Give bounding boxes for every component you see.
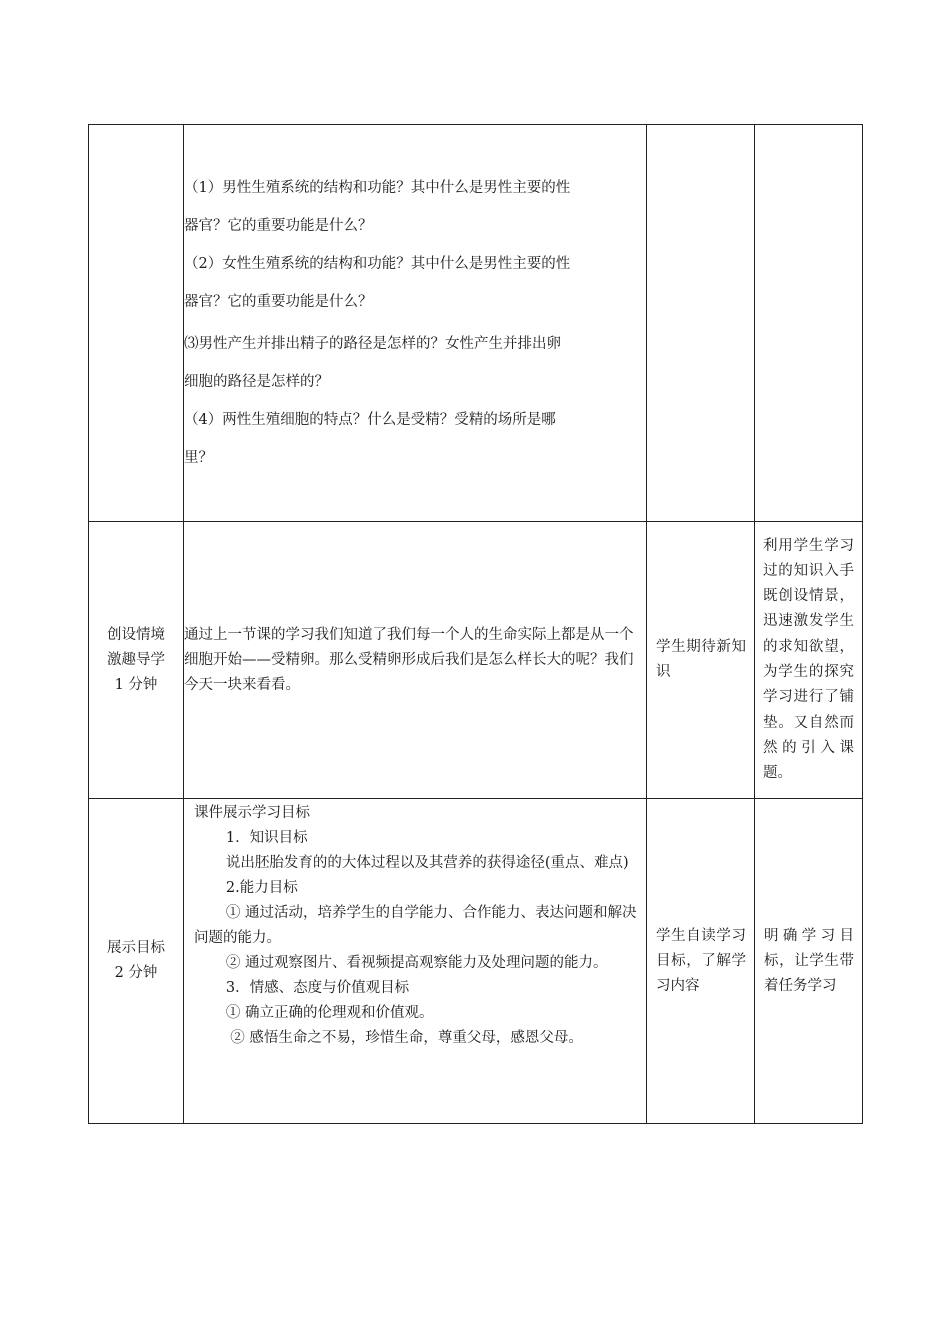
- teacher-content-cell: 通过上一节课的学习我们知道了我们每一个人的生命实际上都是从一个细胞开始——受精卵。那么受精卵形成后我们是怎么样长大的呢？我们今天一块来看看。: [184, 522, 647, 799]
- questions-cell: [184, 125, 647, 522]
- lesson-plan-table: [88, 124, 863, 1124]
- goal-line: ② 通过观察图片、看视频提高观察能力及处理问题的能力。: [225, 955, 608, 971]
- stage-cell: [89, 125, 184, 522]
- question-line: （1）男性生殖系统的结构和功能？其中什么是男性主要的性: [184, 180, 571, 196]
- question-line: （2）女性生殖系统的结构和功能？其中什么是男性主要的性: [184, 256, 571, 272]
- stage-label: 激趣导学: [107, 651, 165, 668]
- design-intent-cell: [755, 125, 863, 522]
- stage-cell: [89, 799, 184, 1124]
- goal-line: 说出胚胎发育的的大体过程以及其营养的获得途径(重点、难点): [225, 855, 629, 871]
- question-line: 细胞的路径是怎样的？: [184, 374, 329, 390]
- question-line: 器官？它的重要功能是什么？: [184, 218, 373, 234]
- question-line: 里？: [184, 450, 213, 466]
- design-intent-cell: 利用学生学习过的知识入手既创设情景，迅速激发学生的求知欲望，为学生的探究学习进行了铺垫。又自然而然的引入课题。: [755, 522, 863, 799]
- table-row: [89, 522, 863, 799]
- learning-goals-cell: [184, 799, 647, 1124]
- stage-duration: 1 分钟: [114, 676, 158, 693]
- goal-line: ① 通过活动，培养学生的自学能力、合作能力、表达问题和解决问题的能力。: [194, 905, 637, 946]
- stage-cell: [89, 522, 184, 799]
- student-activity-cell: 学生自读学习目标，了解学习内容: [647, 799, 755, 1124]
- student-activity-cell: [647, 125, 755, 522]
- stage-label: 展示目标: [107, 940, 165, 956]
- question-line: 器官？它的重要功能是什么？: [184, 294, 373, 310]
- goal-line: ② 感悟生命之不易，珍惜生命，尊重父母，感恩父母。: [230, 1030, 583, 1046]
- goal-line: 3．情感、态度与价值观目标: [225, 980, 410, 996]
- stage-duration: 2 分钟: [114, 965, 158, 981]
- goal-line: ① 确立正确的伦理观和价值观。: [225, 1005, 434, 1021]
- goal-line: 2.能力目标: [225, 880, 298, 896]
- table-row: [89, 799, 863, 1124]
- table-row: [89, 125, 863, 522]
- goal-line: 1．知识目标: [225, 830, 308, 846]
- student-activity-cell: 学生期待新知识: [647, 522, 755, 799]
- goals-heading: 课件展示学习目标: [194, 805, 310, 821]
- stage-label: 创设情境: [107, 626, 165, 643]
- design-intent-cell: 明确学习目标，让学生带着任务学习: [755, 799, 863, 1124]
- question-line: ⑶男性产生并排出精子的路径是怎样的？女性产生并排出卵: [184, 336, 561, 352]
- question-line: （4）两性生殖细胞的特点？什么是受精？受精的场所是哪: [184, 412, 556, 428]
